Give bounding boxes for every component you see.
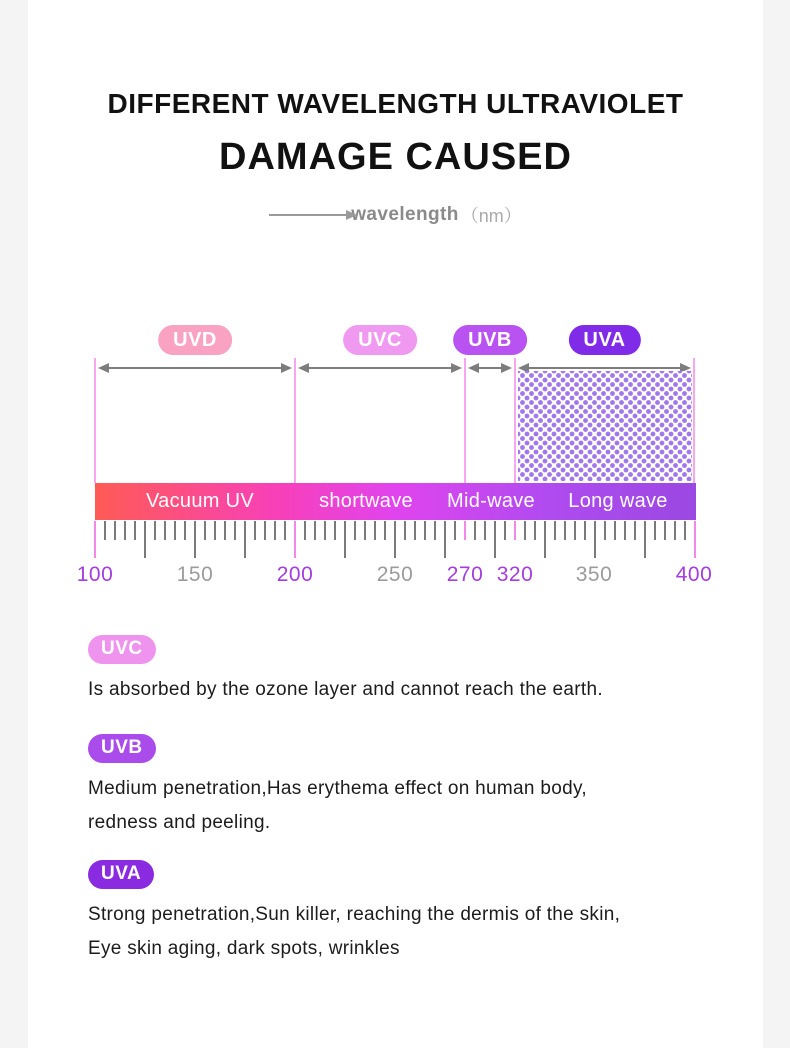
ruler-tick (424, 521, 426, 540)
ruler-tick (154, 521, 156, 540)
uvb-range-arrow (468, 360, 512, 376)
ruler-tick (624, 521, 626, 540)
arrowhead-right-icon (501, 363, 512, 373)
guide-line (294, 358, 296, 483)
ruler-tick (224, 521, 226, 540)
bar-label-vacuum-uv: Vacuum UV (146, 490, 254, 512)
guide-line (94, 358, 96, 483)
ruler-tick (214, 521, 216, 540)
axis-label-350: 350 (575, 563, 613, 586)
ruler-tick (614, 521, 616, 540)
ruler-tick (134, 521, 136, 540)
ruler-tick (104, 521, 106, 540)
ruler-tick (584, 521, 586, 540)
uvb-description-line1: Medium penetration,Has erythema effect on human body, (88, 778, 587, 799)
uva-range-badge: UVA (568, 325, 640, 355)
ruler-tick (364, 521, 366, 540)
wavelength-unit: （nm） (460, 206, 522, 226)
ruler-tick (444, 521, 446, 558)
ruler-tick (404, 521, 406, 540)
guide-line (464, 358, 466, 483)
ruler-tick (534, 521, 536, 540)
ruler-tick (484, 521, 486, 540)
uvc-section (88, 635, 708, 704)
ruler-tick (234, 521, 236, 540)
ruler-tick (574, 521, 576, 540)
ruler-tick (384, 521, 386, 540)
uvb-range-badge: UVB (453, 325, 527, 355)
page-title-line1: DIFFERENT WAVELENGTH ULTRAVIOLET (107, 88, 684, 119)
ruler-tick (654, 521, 656, 540)
infographic-page (28, 0, 763, 1048)
ruler-tick (494, 521, 496, 558)
uvc-range-arrow (298, 360, 462, 376)
ruler-tick (694, 521, 696, 558)
ruler-tick (274, 521, 276, 540)
uvb-section (88, 734, 708, 837)
ruler-tick (254, 521, 256, 540)
uva-section (88, 860, 708, 963)
ruler-tick (244, 521, 246, 558)
axis-label-150: 150 (176, 563, 214, 586)
uvd-range-arrow (98, 360, 292, 376)
ruler-tick (604, 521, 606, 540)
wavelength-label: wavelength (351, 204, 459, 225)
ruler-tick (634, 521, 636, 540)
ruler-tick (194, 521, 196, 558)
bar-label-mid-wave: Mid-wave (447, 490, 535, 512)
ruler-tick (314, 521, 316, 540)
axis-label-100: 100 (76, 563, 114, 586)
ruler-tick (294, 521, 296, 558)
page-title-line2: DAMAGE CAUSED (219, 136, 572, 178)
ruler-tick (514, 521, 516, 540)
ruler-tick (594, 521, 596, 558)
axis-label-270: 270 (446, 563, 484, 586)
arrowhead-left-icon (468, 363, 479, 373)
ruler-tick (264, 521, 266, 540)
axis-label-400: 400 (675, 563, 713, 586)
axis-label-250: 250 (376, 563, 414, 586)
arrowhead-left-icon (298, 363, 309, 373)
ruler-tick (684, 521, 686, 540)
ruler-tick (114, 521, 116, 540)
ruler-tick (504, 521, 506, 540)
axis-label-200: 200 (276, 563, 314, 586)
arrowhead-right-icon (451, 363, 462, 373)
arrowhead-left-icon (98, 363, 109, 373)
ruler-tick (164, 521, 166, 540)
ruler-tick (124, 521, 126, 540)
ruler-tick (354, 521, 356, 540)
ruler-tick (394, 521, 396, 558)
ruler-tick (414, 521, 416, 540)
ruler-tick (324, 521, 326, 540)
ruler-tick (454, 521, 456, 540)
uvb-badge: UVB (88, 734, 156, 763)
arrowhead-right-icon (281, 363, 292, 373)
uvb-description-line2: redness and peeling. (88, 812, 271, 833)
ruler-tick (474, 521, 476, 540)
uvc-description-line1: Is absorbed by the ozone layer and cannot reach the earth. (88, 679, 603, 700)
guide-line (514, 358, 516, 483)
ruler-tick (284, 521, 286, 540)
ruler-tick (664, 521, 666, 540)
ruler-tick (344, 521, 346, 558)
guide-line (693, 358, 695, 483)
uva-description-line1: Strong penetration,Sun killer, reaching the dermis of the skin, (88, 904, 621, 925)
ruler-tick (434, 521, 436, 540)
bar-label-long-wave: Long wave (568, 490, 668, 512)
ruler-tick (644, 521, 646, 558)
ruler-tick (204, 521, 206, 540)
ruler-tick (564, 521, 566, 540)
ruler-tick (304, 521, 306, 540)
ruler-tick (334, 521, 336, 540)
ruler-tick (524, 521, 526, 540)
ruler-tick (464, 521, 466, 540)
uvd-range-badge: UVD (158, 325, 232, 355)
ruler-tick (554, 521, 556, 540)
ruler-tick (674, 521, 676, 540)
ruler-tick (184, 521, 186, 540)
uvc-badge: UVC (88, 635, 156, 664)
ruler-tick (544, 521, 546, 558)
ruler-tick (374, 521, 376, 540)
bar-label-shortwave: shortwave (319, 490, 413, 512)
ruler-tick (94, 521, 96, 558)
axis-label-320: 320 (496, 563, 534, 586)
uva-description-line2: Eye skin aging, dark spots, wrinkles (88, 938, 400, 959)
ruler-tick (174, 521, 176, 540)
uva-badge: UVA (88, 860, 154, 889)
ruler-tick (144, 521, 146, 558)
uvc-range-badge: UVC (343, 325, 417, 355)
uva-dotted-area (518, 371, 692, 481)
